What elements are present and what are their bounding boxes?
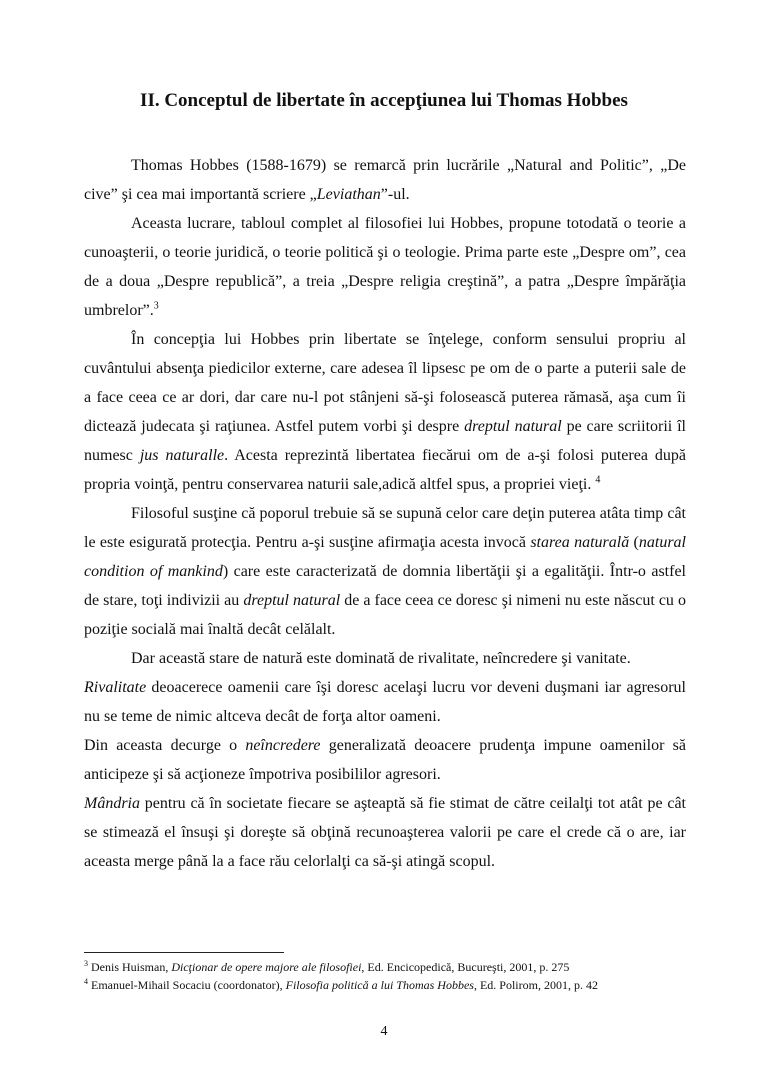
footnote-separator [84,952,284,953]
footnote-3: $^3$ Denis Huisman, Dicţionar de opere majore ale filosofiei, Ed. Encicopedică, Bucureşti, 2001, p. 275 [84,959,570,974]
paragraph-7: Din aceasta decurge o neîncredere generalizată deoacere prudenţa impune oamenilor să anticipeze şi să acţioneze împotriva posibililor agresori. [84,737,686,783]
paragraph-4: Filosoful susţine că poporul trebuie să se supună celor care deţin puterea atâta timp cât le este esigurată protecţia. Pentru a-şi susţine afirmaţia acesta invocă starea naturală (natural condition of mankind) care este caracterizată de domnia libertăţii şi a egalităţii. Într-o astfel de stare, toţi indivizii au dreptul natural de a face ceea ce doresc şi nimeni nu este născut cu o poziţie socială mai înaltă decât celălalt. [84,505,686,638]
body-text [84,151,686,876]
footnotes [84,958,704,994]
paragraph-6: Rivalitate deoacerece oamenii care îşi doresc acelaşi lucru vor deveni duşmani iar agresorul nu se teme de nimic altceva decât de forţa altor oameni. [84,679,686,725]
paragraph-8: Mândria pentru că în societate fiecare se aşteaptă să fie stimat de către ceilalţi tot atât pe cât se stimează el însuşi şi doreşte să obţină recunoaşterea valorii pe care el crede că o are, iar aceasta merge până la a face rău celorlalţi ca să-şi atingă scopul. [84,795,686,870]
paragraph-1: Thomas Hobbes (1588-1679) se remarcă prin lucrările „Natural and Politic”, „De cive” şi cea mai importantă scriere „Leviathan”-ul. [84,157,686,203]
paragraph-2: Aceasta lucrare, tabloul complet al filosofiei lui Hobbes, propune totodată o teorie a cunoaşterii, o teorie juridică, o teorie politică şi o teologie. Prima parte este „Despre om”, cea de a doua „Despre republică”, a treia „Despre religia creştină”, a patra „Despre împărăţia umbrelor”.$^3$ [84,215,686,319]
italic-leviathan: Leviathan [316,186,381,203]
footnote-ref-3[interactable]: 3 [153,300,159,312]
chapter-title: II. Conceptul de libertate în accepţiunea lui Thomas Hobbes [140,90,628,111]
footnote-ref-4[interactable]: 4 [595,474,601,486]
page-number: 4 [380,1024,388,1039]
paragraph-3: În concepţia lui Hobbes prin libertate se înţelege, conform sensului propriu al cuvântului absenţa piedicilor externe, care adesea îl lipsesc pe om de o parte a puterii sale de a face ceea ce ar dori, dar care nu-l pot stânjeni să-şi folosească puterea rămasă, aşa cum îi dictează judecata şi raţiunea. Astfel putem vorbi şi despre dreptul natural pe care scriitorii îl numesc jus naturalle. Acesta reprezintă libertatea fiecărui om de a-şi folosi puterea după propria voinţă, pentru conservarea naturii sale,adică altfel spus, a propriei vieţi. $^4$ [84,331,686,493]
paragraph-5: Dar această stare de natură este dominată de rivalitate, neîncredere şi vanitate. [131,650,631,667]
footnote-4: $^4$ Emanuel-Mihail Socaciu (coordonator), Filosofia politică a lui Thomas Hobbes, Ed. Polirom, 2001, p. 42 [84,977,598,992]
